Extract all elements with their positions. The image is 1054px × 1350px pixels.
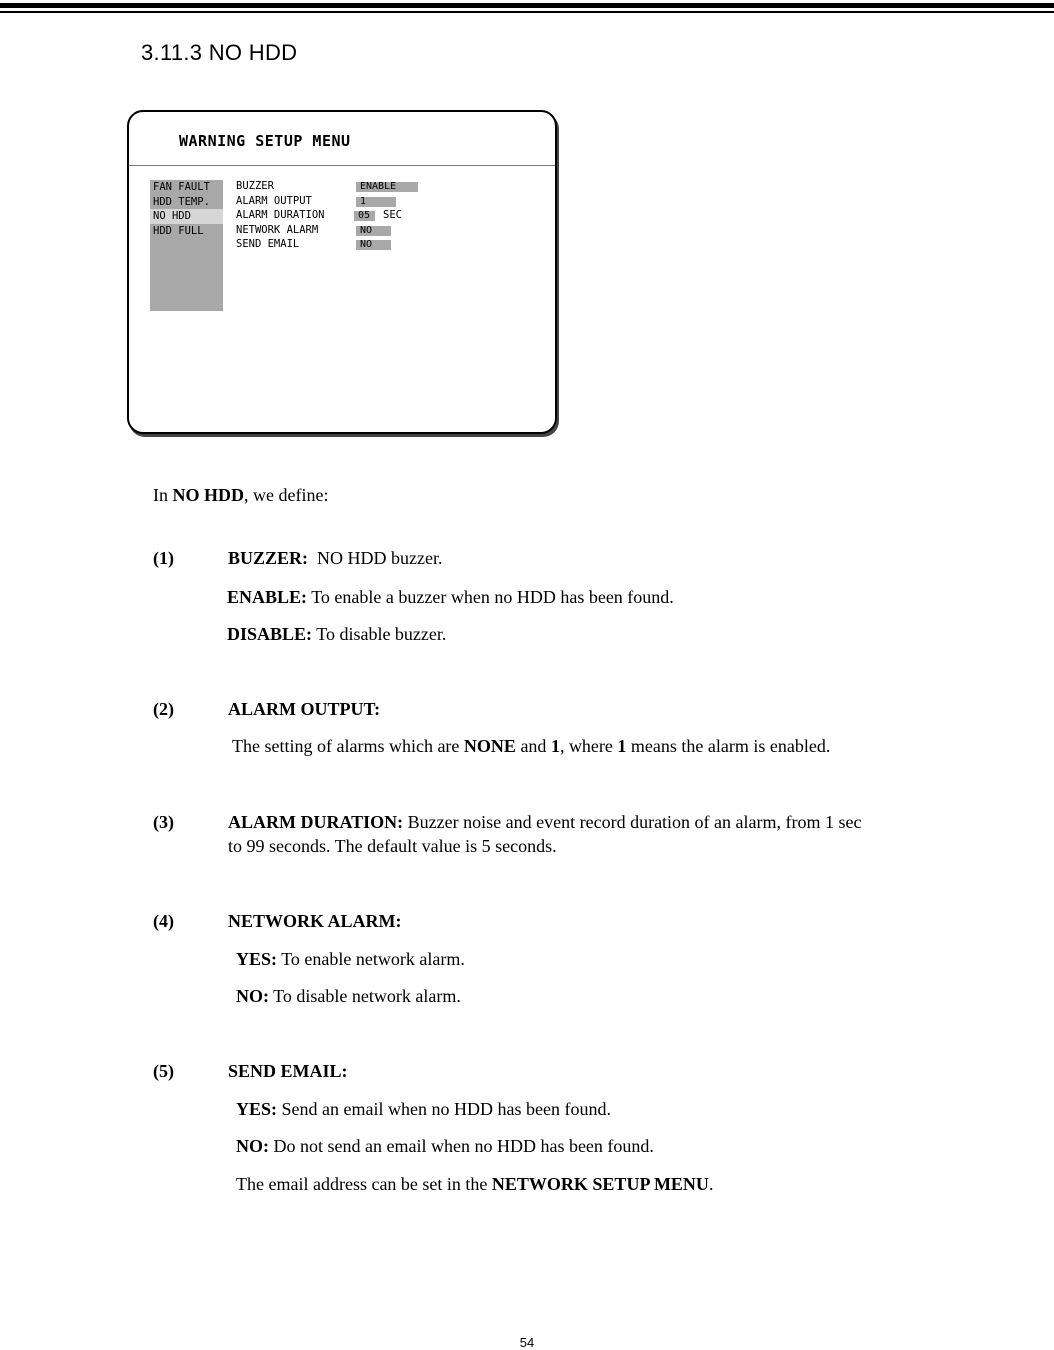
item-5-no-label: NO: [236, 1136, 269, 1156]
item-5-note [236, 1174, 713, 1195]
osd-value-network-alarm[interactable]: NO [356, 226, 391, 236]
network-setup-menu-ref: NETWORK SETUP MENU [491, 1174, 709, 1194]
item-4-yes-label: YES: [236, 949, 278, 969]
item-4-heading [228, 911, 402, 932]
osd-label-buzzer: BUZZER [236, 180, 274, 192]
item-4-yes-text: To enable network alarm. [277, 949, 465, 969]
osd-label-network-alarm: NETWORK ALARM [236, 223, 319, 236]
item-1-disable [227, 624, 446, 645]
item-5-note-end: . [708, 1174, 714, 1194]
intro-pre: In [153, 485, 173, 505]
item-5-head: SEND EMAIL: [228, 1061, 348, 1081]
intro-post: , we define: [244, 485, 329, 505]
osd-sidebar-item-no-hdd[interactable]: NO HDD [150, 209, 223, 224]
item-3-line1 [228, 812, 862, 833]
item-2-t2: and [515, 736, 551, 756]
disable-text: To disable buzzer. [312, 624, 447, 644]
item-5-yes-text: Send an email when no HDD has been found. [277, 1099, 611, 1119]
item-2-t3: , where [559, 736, 618, 756]
item-5-note-text: The email address can be set in the [236, 1174, 492, 1194]
osd-divider [129, 165, 555, 166]
intro-term: NO HDD [172, 485, 244, 505]
warning-setup-menu-screenshot [127, 110, 557, 434]
item-3-line2: to 99 seconds. The default value is 5 seconds. [228, 836, 557, 856]
intro-line [153, 485, 328, 506]
item-2-b2: 1 [550, 736, 560, 756]
item-5-heading [228, 1061, 348, 1082]
item-5-yes-label: YES: [236, 1099, 278, 1119]
osd-title: WARNING SETUP MENU [179, 132, 351, 150]
item-5-no-text: Do not send an email when no HDD has been found. [269, 1136, 654, 1156]
osd-value-alarm-duration[interactable]: 05 [354, 211, 375, 221]
osd-sidebar [150, 180, 223, 311]
enable-text: To enable a buzzer when no HDD has been found. [307, 587, 674, 607]
section-title: 3.11.3 NO HDD [141, 40, 298, 65]
item-1-enable [227, 587, 674, 608]
page-number: 54 [519, 1335, 535, 1350]
item-number-2: (2) [153, 699, 174, 719]
item-2-description [232, 736, 830, 757]
header-rule-thick [0, 3, 1054, 8]
osd-value-alarm-output[interactable]: 1 [356, 197, 396, 207]
osd-value-send-email[interactable]: NO [356, 240, 391, 250]
item-3-text1: Buzzer noise and event record duration of an alarm, from 1 sec [403, 812, 862, 832]
osd-sidebar-item-hdd-temp[interactable]: HDD TEMP. [153, 195, 210, 208]
item-number-5: (5) [153, 1061, 174, 1081]
osd-value-buzzer[interactable]: ENABLE [356, 182, 418, 192]
item-4-head: NETWORK ALARM: [228, 911, 402, 931]
item-number-3: (3) [153, 812, 174, 832]
disable-label: DISABLE: [227, 624, 313, 644]
enable-label: ENABLE: [227, 587, 308, 607]
item-2-t4: means the alarm is enabled. [626, 736, 831, 756]
item-4-yes [236, 949, 465, 970]
item-1-heading [228, 548, 442, 569]
item-2-head: ALARM OUTPUT: [228, 699, 381, 719]
item-5-yes [236, 1099, 611, 1120]
item-2-heading [228, 699, 380, 720]
item-4-no-label: NO: [236, 986, 269, 1006]
item-2-b3: 1 [617, 736, 627, 756]
header-rule-thin [0, 11, 1054, 13]
osd-sidebar-item-fan-fault[interactable]: FAN FAULT [153, 181, 210, 193]
item-5-no [236, 1136, 654, 1157]
osd-sidebar-item-hdd-full[interactable]: HDD FULL [153, 224, 204, 237]
item-3-head: ALARM DURATION: [228, 812, 404, 832]
osd-unit-sec: SEC [383, 209, 402, 221]
item-1-head: BUZZER: [228, 548, 309, 568]
item-number-1: (1) [153, 548, 174, 568]
osd-label-send-email: SEND EMAIL [236, 238, 300, 250]
item-1-head-text: NO HDD buzzer. [308, 548, 443, 568]
item-4-no [236, 986, 461, 1007]
osd-label-alarm-output: ALARM OUTPUT [236, 194, 312, 207]
item-4-no-text: To disable network alarm. [269, 986, 461, 1006]
item-number-4: (4) [153, 911, 174, 931]
item-2-t1: The setting of alarms which are [232, 736, 464, 756]
osd-label-alarm-duration: ALARM DURATION [236, 209, 325, 221]
item-2-b1: NONE [463, 736, 516, 756]
